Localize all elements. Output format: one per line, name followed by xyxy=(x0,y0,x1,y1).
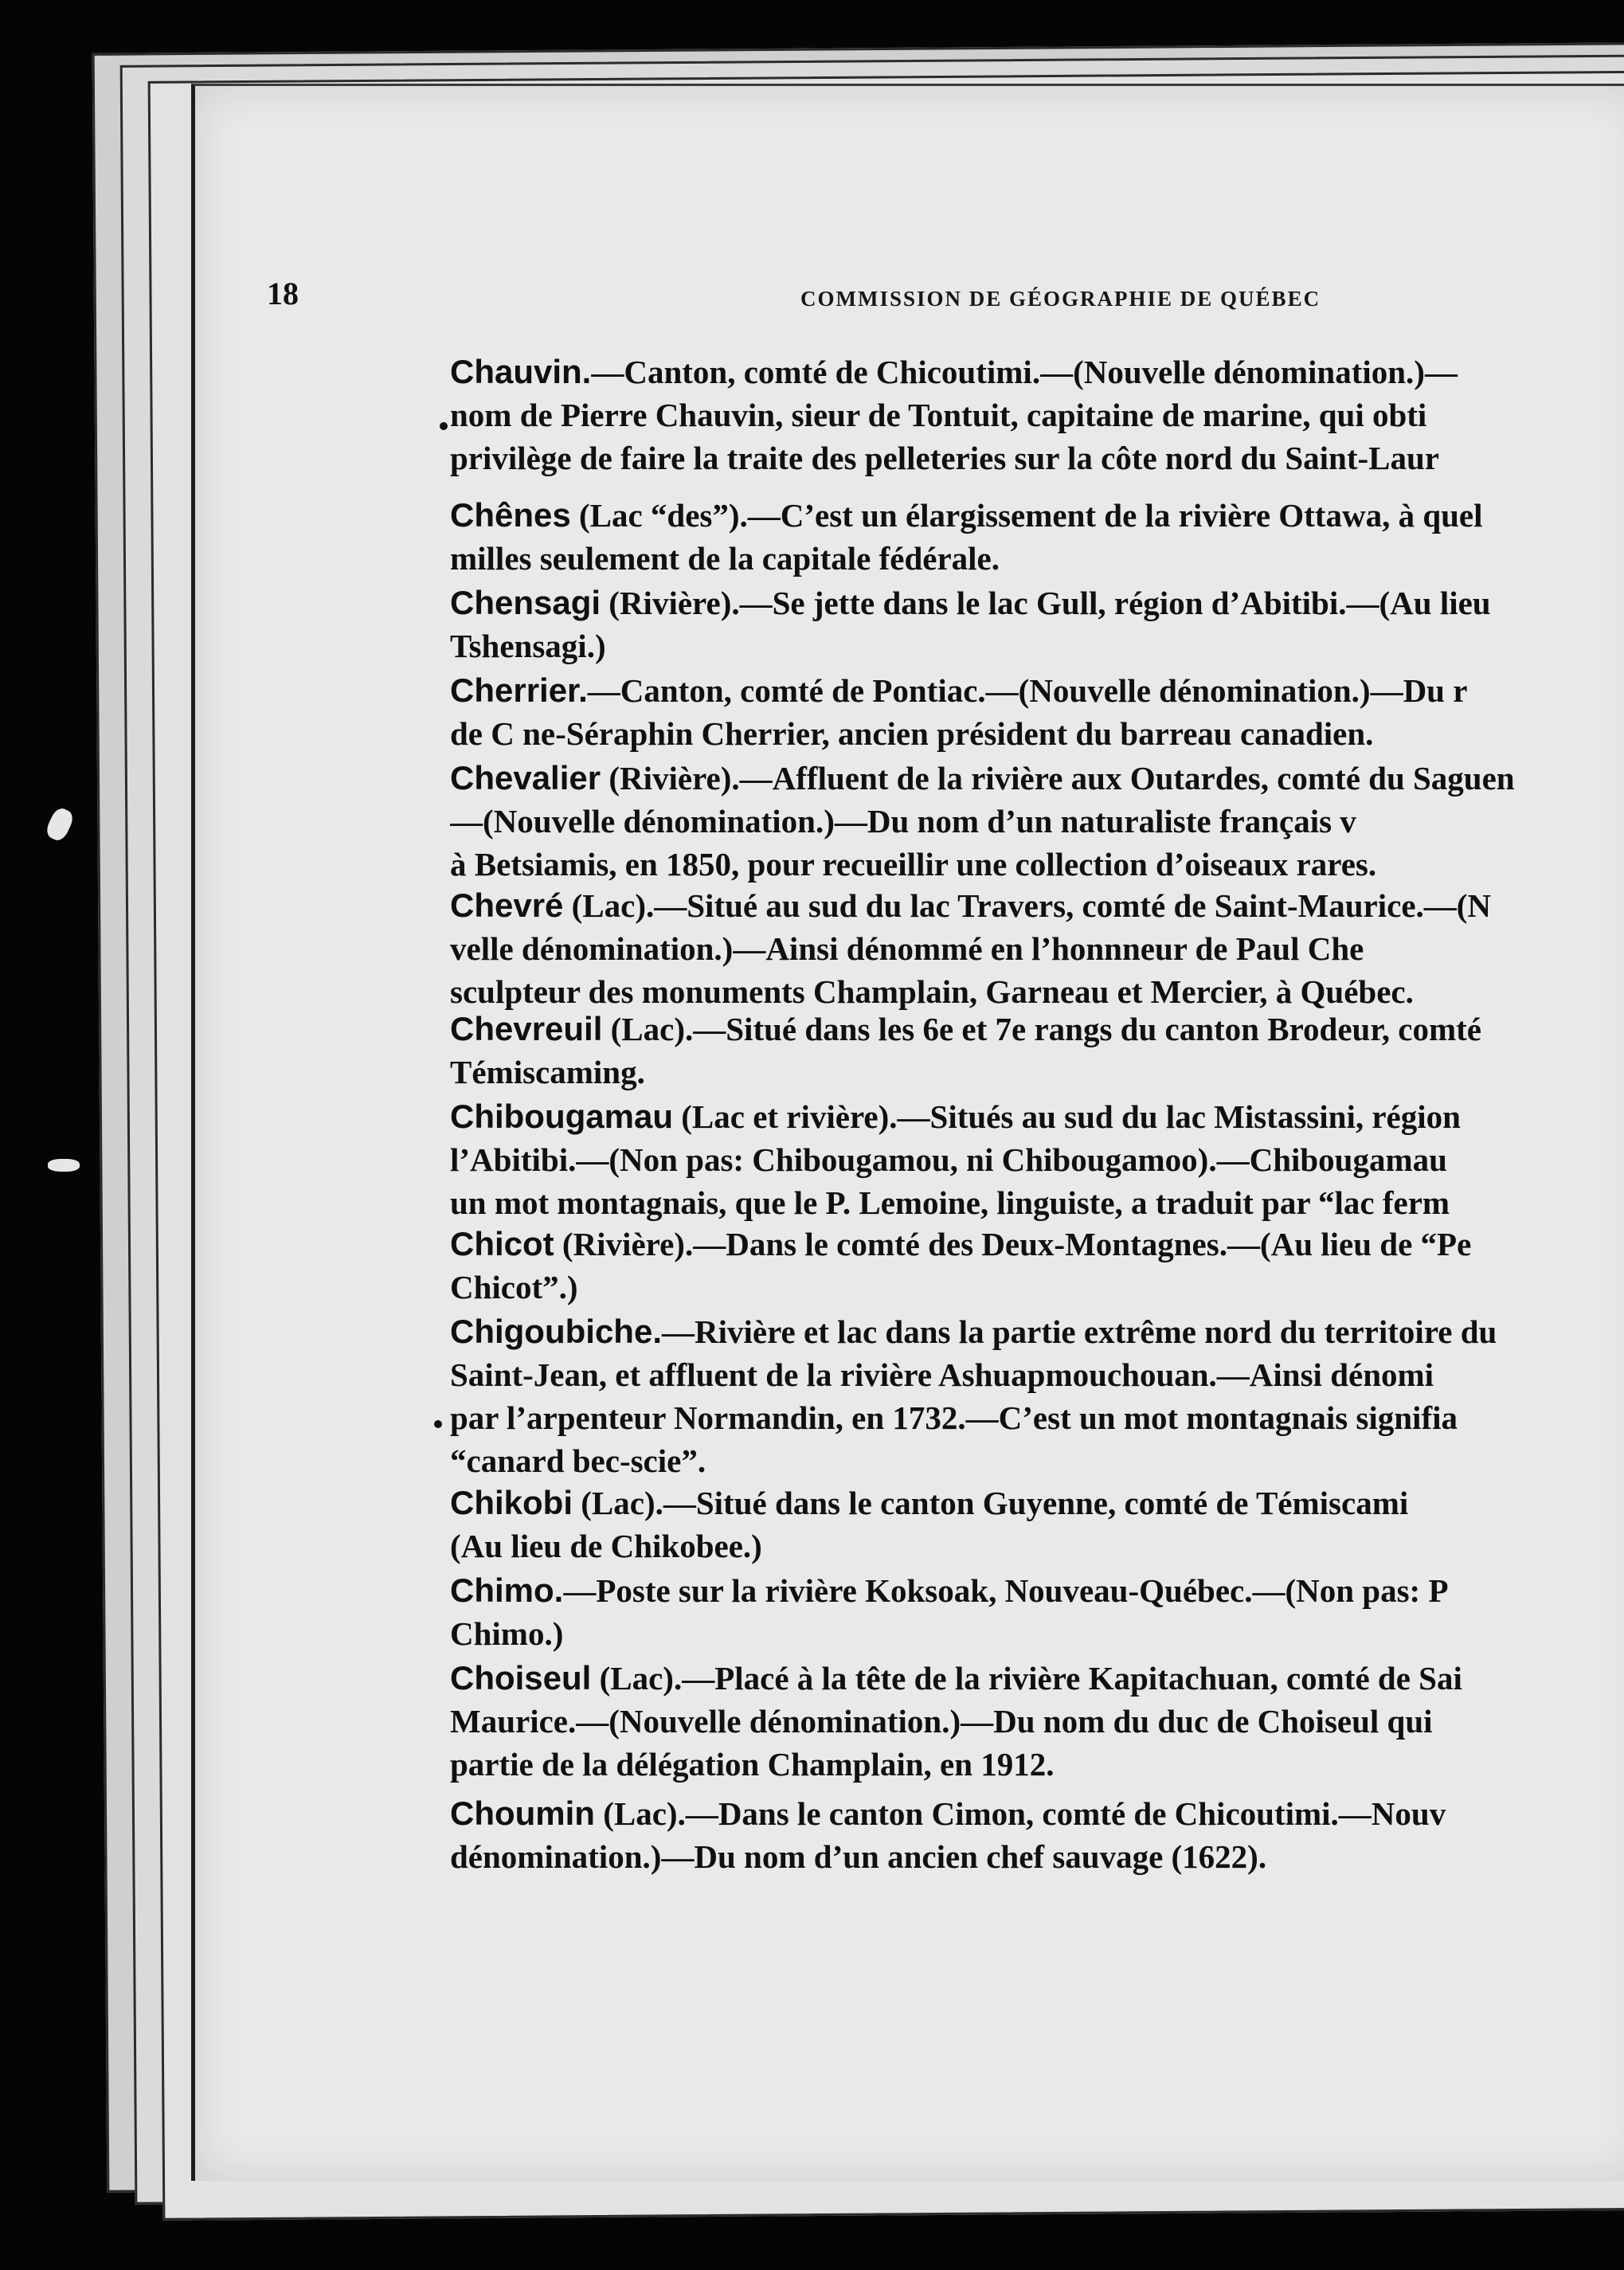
entry-line xyxy=(450,970,1624,1013)
entry-line xyxy=(450,1008,1624,1051)
entry-line xyxy=(450,1181,1624,1224)
entry-line xyxy=(450,1439,1624,1482)
entry-text: “canard bec-scie”. xyxy=(450,1442,706,1479)
entry-text: un mot montagnais, que le P. Lemoine, linguiste, a traduit par “lac ferm xyxy=(450,1184,1450,1221)
entry-line xyxy=(450,1700,1624,1743)
entry-text: —Poste sur la rivière Koksoak, Nouveau-Québec.—(Non pas: P xyxy=(563,1572,1449,1609)
entry-line xyxy=(450,537,1624,580)
entry-term: Chicot xyxy=(450,1225,554,1262)
entry-text: —Rivière et lac dans la partie extrême nord du territoire du xyxy=(662,1313,1497,1350)
gazetteer-entry xyxy=(450,1008,1624,1094)
gazetteer-entry xyxy=(450,1481,1624,1567)
entry-line xyxy=(450,1743,1624,1786)
entry-text: de C ne-Séraphin Cherrier, ancien président du barreau canadien. xyxy=(450,715,1374,752)
entry-text: —Canton, comté de Chicoutimi.—(Nouvelle dénomination.)— xyxy=(591,354,1458,390)
entry-term: Chevalier xyxy=(450,759,601,796)
entry-term: Chimo. xyxy=(450,1571,564,1609)
entry-text: dénomination.)—Du nom d’un ancien chef sauvage (1622). xyxy=(450,1838,1267,1875)
entry-line xyxy=(450,927,1624,970)
entry-term: Chênes xyxy=(450,496,571,534)
entry-line xyxy=(450,624,1624,667)
gazetteer-entry xyxy=(450,757,1624,886)
entry-text: (Au lieu de Chikobee.) xyxy=(450,1528,762,1564)
entry-text: (Lac).—Situé dans le canton Guyenne, comté de Témiscami xyxy=(573,1485,1409,1521)
entry-line xyxy=(450,800,1624,843)
entry-line xyxy=(450,1223,1624,1266)
running-head: COMMISSION DE GÉOGRAPHIE DE QUÉBEC xyxy=(800,287,1321,311)
entry-term: Chevreuil xyxy=(450,1010,603,1047)
entry-text: Tshensagi.) xyxy=(450,628,606,664)
entry-line xyxy=(450,350,1624,393)
entry-text: (Rivière).—Dans le comté des Deux-Montagnes.—(Au lieu de “Pe xyxy=(554,1226,1472,1262)
entry-line xyxy=(450,1481,1624,1524)
entry-text: Maurice.—(Nouvelle dénomination.)—Du nom du duc de Choiseul qui xyxy=(450,1703,1433,1740)
entry-term: Chevré xyxy=(450,886,564,924)
entry-term: Cherrier. xyxy=(450,671,588,709)
entry-text: (Lac et rivière).—Situés au sud du lac Mistassini, région xyxy=(673,1098,1461,1135)
entry-text: l’Abitibi.—(Non pas: Chibougamou, ni Chibougamoo).—Chibougamau xyxy=(450,1141,1447,1178)
entry-text: sculpteur des monuments Champlain, Garneau et Mercier, à Québec. xyxy=(450,973,1414,1010)
entry-line xyxy=(450,884,1624,927)
entry-line xyxy=(450,1095,1624,1138)
entry-term: Chauvin. xyxy=(450,353,592,390)
entry-line xyxy=(450,581,1624,624)
entry-text: à Betsiamis, en 1850, pour recueillir une collection d’oiseaux rares. xyxy=(450,846,1377,883)
entry-text: (Rivière).—Affluent de la rivière aux Outardes, comté du Saguen xyxy=(601,760,1515,796)
entry-line xyxy=(450,494,1624,537)
entry-line xyxy=(450,1524,1624,1567)
entry-term: Chigoubiche. xyxy=(450,1313,662,1350)
entry-line xyxy=(450,1310,1624,1353)
entry-text: (Rivière).—Se jette dans le lac Gull, région d’Abitibi.—(Au lieu xyxy=(601,585,1491,621)
gazetteer-entry xyxy=(450,884,1624,1013)
entry-term: Choumin xyxy=(450,1794,595,1832)
gazetteer-entry xyxy=(450,1095,1624,1224)
entry-term: Chikobi xyxy=(450,1484,573,1521)
entry-line xyxy=(450,1835,1624,1878)
entry-term: Chensagi xyxy=(450,584,601,621)
entry-text: par l’arpenteur Normandin, en 1732.—C’est un mot montagnais signifia xyxy=(450,1399,1458,1436)
entry-line xyxy=(450,1051,1624,1094)
gazetteer-entry xyxy=(450,669,1624,755)
entry-line xyxy=(450,1569,1624,1612)
entry-line xyxy=(450,1792,1624,1835)
entry-line xyxy=(450,1612,1624,1655)
entry-text: (Lac).—Situé dans les 6e et 7e rangs du canton Brodeur, comté xyxy=(602,1011,1481,1047)
entry-term: Choiseul xyxy=(450,1659,592,1697)
page-number: 18 xyxy=(267,276,299,311)
entry-text: nom de Pierre Chauvin, sieur de Tontuit, capitaine de marine, qui obti xyxy=(450,397,1427,433)
entry-text: privilège de faire la traite des pelleteries sur la côte nord du Saint-Laur xyxy=(450,440,1439,476)
entry-line xyxy=(450,1266,1624,1309)
entry-line xyxy=(450,712,1624,755)
gazetteer-entry xyxy=(450,1310,1624,1482)
entry-text: milles seulement de la capitale fédérale. xyxy=(450,540,1000,577)
entry-line xyxy=(450,843,1624,886)
entry-line xyxy=(450,1353,1624,1396)
entry-text: —(Nouvelle dénomination.)—Du nom d’un naturaliste français v xyxy=(450,803,1356,840)
entry-text: Chicot”.) xyxy=(450,1269,578,1305)
entry-text: Témiscaming. xyxy=(450,1054,645,1090)
gazetteer-entry xyxy=(450,1569,1624,1655)
gazetteer-entry xyxy=(450,350,1624,479)
entry-line xyxy=(450,1138,1624,1181)
gazetteer-entry xyxy=(450,1657,1624,1786)
entry-text: partie de la délégation Champlain, en 1912. xyxy=(450,1746,1055,1783)
entry-text: (Lac).—Placé à la tête de la rivière Kapitachuan, comté de Sai xyxy=(591,1660,1462,1697)
entry-line xyxy=(450,1657,1624,1700)
entry-text: Saint-Jean, et affluent de la rivière Ashuapmouchouan.—Ainsi dénomi xyxy=(450,1356,1434,1393)
entry-text: (Lac “des”).—C’est un élargissement de la rivière Ottawa, à quel xyxy=(570,497,1483,534)
entry-term: Chibougamau xyxy=(450,1098,673,1135)
entry-text: —Canton, comté de Pontiac.—(Nouvelle dénomination.)—Du r xyxy=(587,672,1468,709)
entry-line xyxy=(450,669,1624,712)
entry-text: (Lac).—Situé au sud du lac Travers, comté de Saint-Maurice.—(N xyxy=(563,887,1492,924)
gazetteer-entry xyxy=(450,1223,1624,1309)
entry-line xyxy=(450,393,1624,436)
entry-text: (Lac).—Dans le canton Cimon, comté de Chicoutimi.—Nouv xyxy=(594,1795,1446,1832)
entry-line xyxy=(450,436,1624,479)
entry-line xyxy=(450,757,1624,800)
gazetteer-entry xyxy=(450,494,1624,580)
entry-text: velle dénomination.)—Ainsi dénommé en l’honnneur de Paul Che xyxy=(450,930,1364,967)
entry-text: Chimo.) xyxy=(450,1615,564,1652)
gazetteer-entry xyxy=(450,1792,1624,1878)
entry-line xyxy=(450,1396,1624,1439)
gazetteer-entry xyxy=(450,581,1624,667)
